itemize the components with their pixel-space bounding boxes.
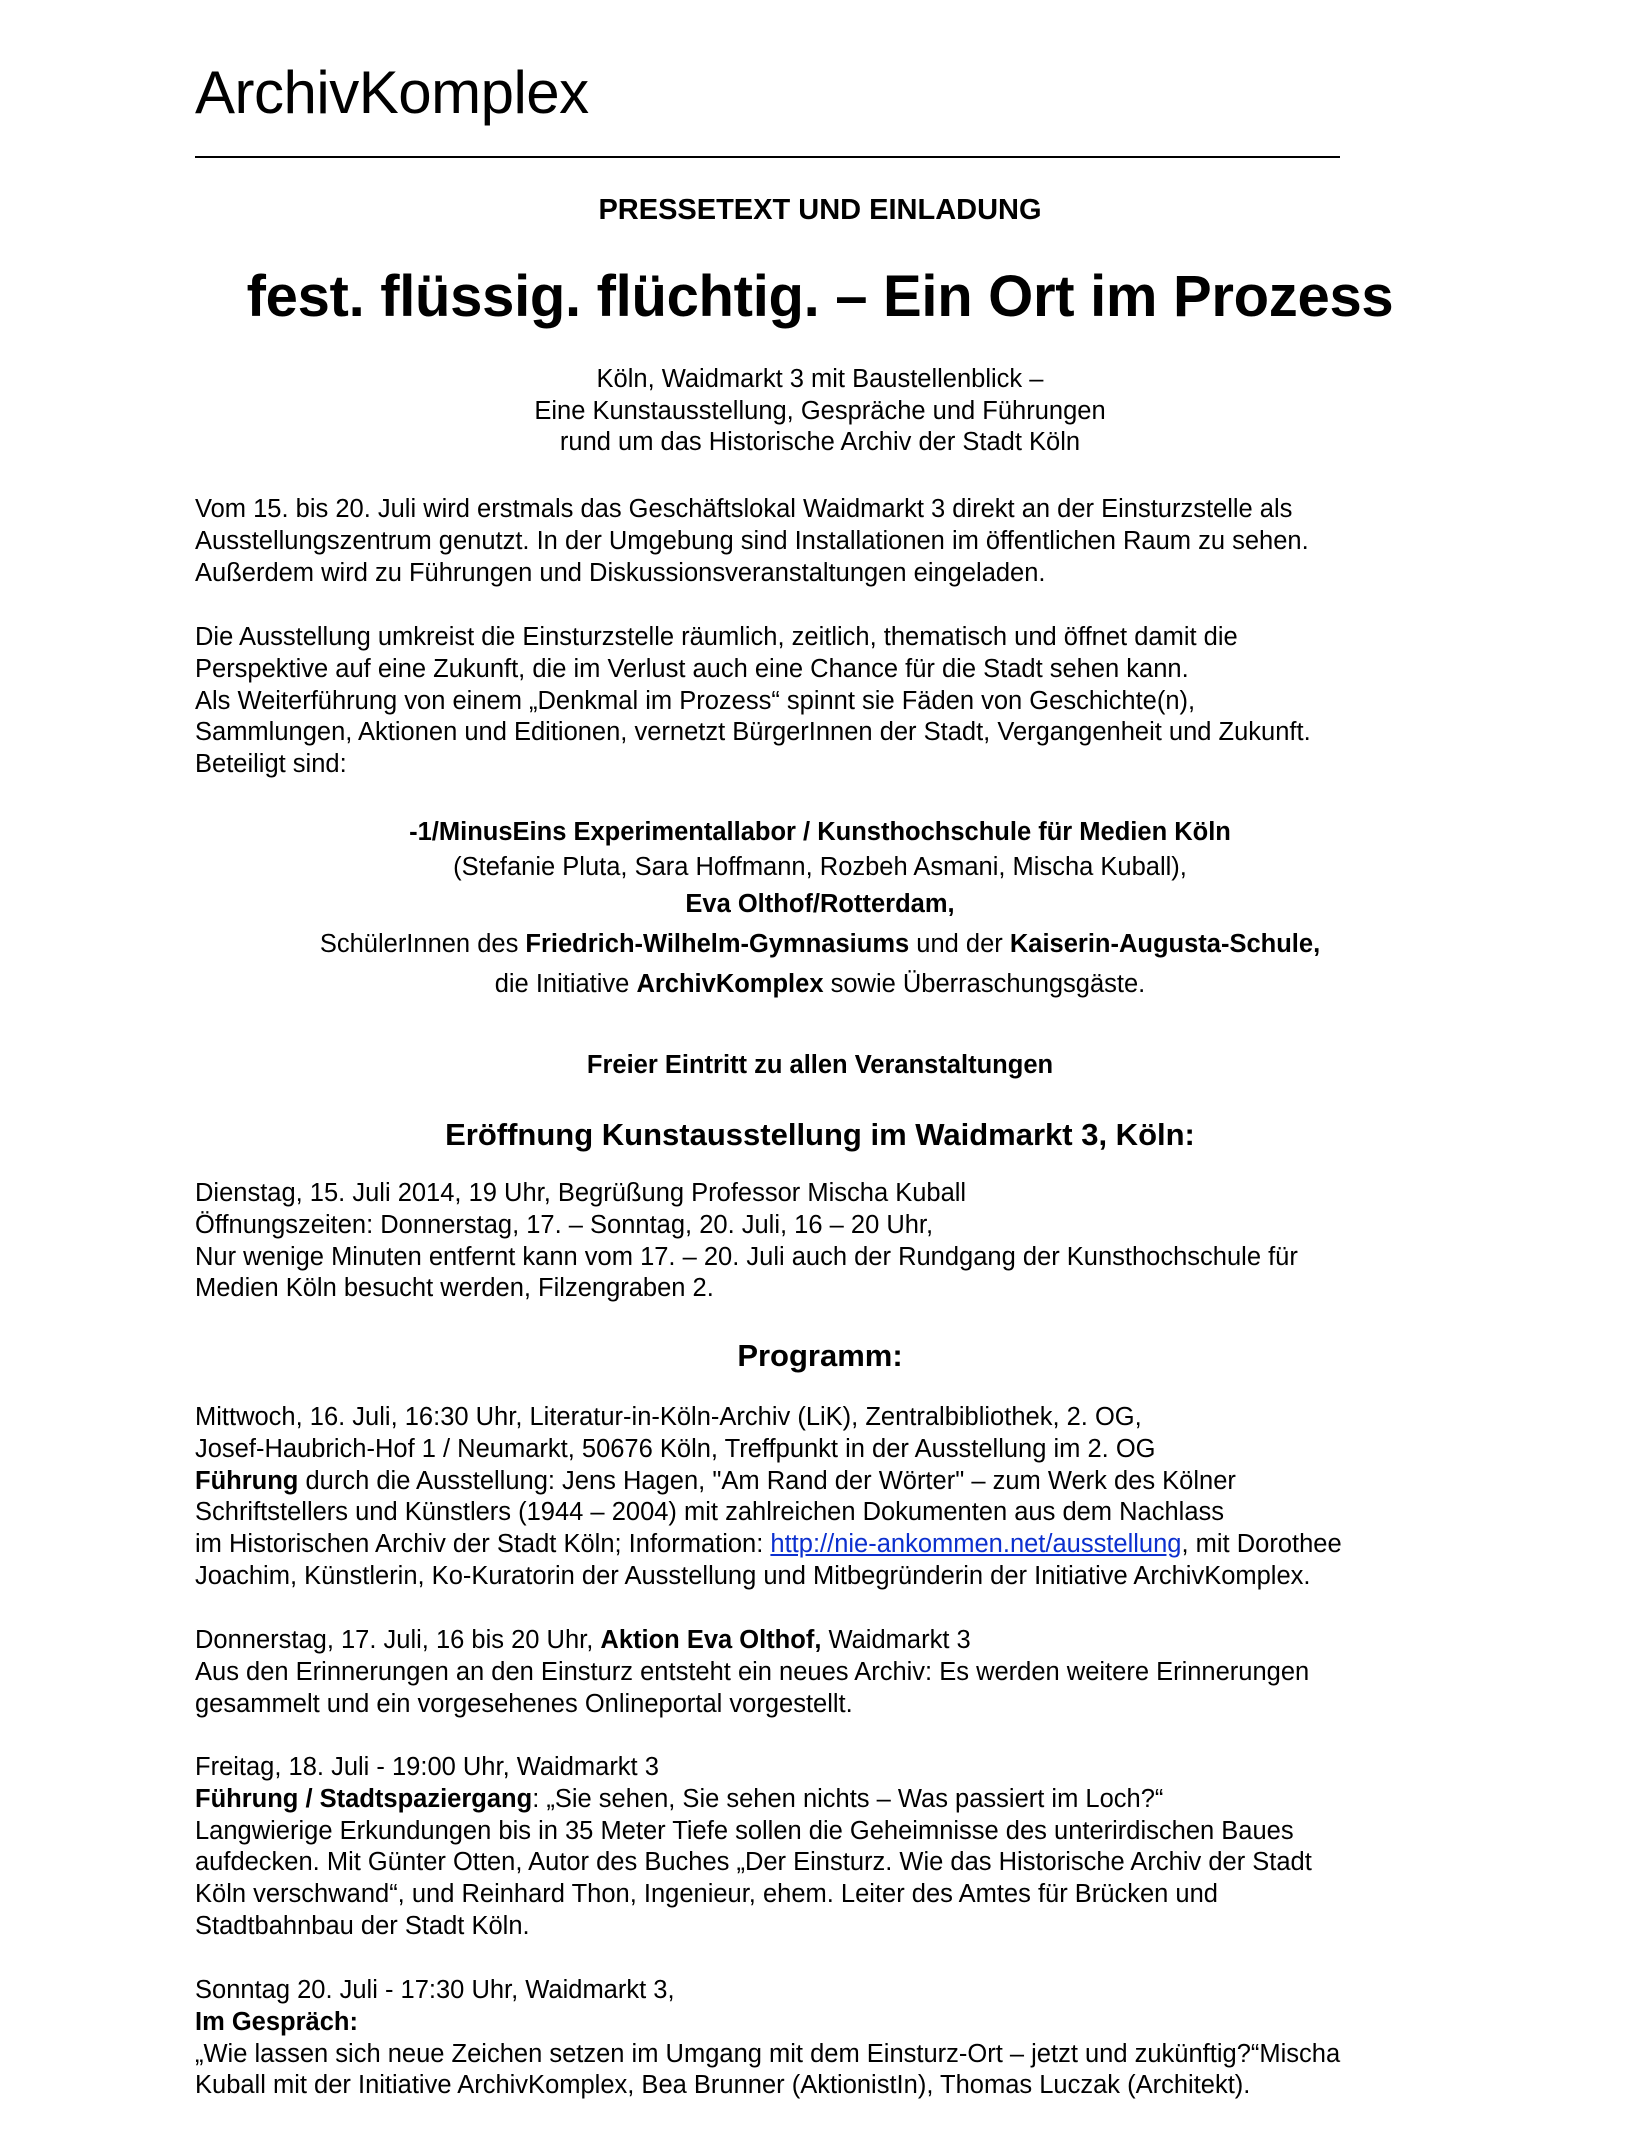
thu-date: Donnerstag, 17. Juli, 16 bis 20 Uhr, xyxy=(195,1626,601,1654)
opening-details xyxy=(195,1178,1455,1305)
participant-minuseins: -1/MinusEins Experimentallabor / Kunsthochschule für Medien Köln xyxy=(409,818,1231,846)
program-heading: Programm: xyxy=(737,1338,903,1373)
description-line: Perspektive auf eine Zukunft, die im Verlust auch eine Chance für die Stadt sehen kann. xyxy=(195,654,1189,683)
opening-line: Medien Köln besucht werden, Filzengraben 2. xyxy=(195,1274,714,1303)
page-title: fest. flüssig. flüchtig. – Ein Ort im Prozess xyxy=(246,264,1394,329)
intro-line: Außerdem wird zu Führungen und Diskussionsveranstaltungen eingeladen. xyxy=(195,558,1046,587)
opening-line: Öffnungszeiten: Donnerstag, 17. – Sonntag, 20. Juli, 16 – 20 Uhr, xyxy=(195,1210,934,1239)
schools-prefix: SchülerInnen des xyxy=(319,930,526,958)
wed-fuehrung-text: durch die Ausstellung: Jens Hagen, "Am Rand der Wörter" – zum Werk des Kölner xyxy=(298,1466,1236,1495)
fri-line: aufdecken. Mit Günter Otten, Autor des Buches „Der Einsturz. Wie das Historische Archiv der Stadt xyxy=(195,1848,1312,1877)
kicker-heading: PRESSETEXT UND EINLADUNG xyxy=(598,194,1042,226)
description-line: Beteiligt sind: xyxy=(195,750,347,779)
sun-line: „Wie lassen sich neue Zeichen setzen im Umgang mit dem Einsturz-Ort – jetzt und zukünftig?“Mischa xyxy=(195,2039,1341,2068)
thu-action: Aktion Eva Olthof, xyxy=(600,1626,822,1654)
intro-line: Ausstellungszentrum genutzt. In der Umgebung sind Installationen im öffentlichen Raum zu sehen. xyxy=(195,526,1309,555)
participant-names: (Stefanie Pluta, Sara Hoffmann, Rozbeh Asmani, Mischa Kuball), xyxy=(453,853,1187,881)
description-line: Die Ausstellung umkreist die Einsturzstelle räumlich, zeitlich, thematisch und öffnet damit die xyxy=(195,623,1238,651)
participant-initiative xyxy=(195,964,1445,1004)
fri-line xyxy=(195,1784,1455,1816)
thu-line: Aus den Erinnerungen an den Einsturz entsteht ein neues Archiv: Es werden weitere Erinnerungen xyxy=(195,1657,1310,1686)
fri-line: Freitag, 18. Juli - 19:00 Uhr, Waidmarkt 3 xyxy=(195,1753,659,1781)
wed-line: Schriftstellers und Künstlers (1944 – 2004) mit zahlreichen Dokumenten aus dem Nachlass xyxy=(195,1498,1225,1527)
opening-line: Dienstag, 15. Juli 2014, 19 Uhr, Begrüßung Professor Mischa Kuball xyxy=(195,1179,967,1207)
fri-line: Stadtbahnbau der Stadt Köln. xyxy=(195,1911,530,1940)
brand-heading: ArchivKomplex xyxy=(195,59,589,126)
participant-schools xyxy=(195,924,1445,964)
fri-tour-label: Führung / Stadtspaziergang xyxy=(195,1784,533,1813)
wed-info-suffix: , mit Dorothee xyxy=(1181,1530,1342,1559)
wed-line xyxy=(195,1466,1455,1498)
initiative-name: ArchivKomplex xyxy=(636,970,824,998)
participant-eva-olthof: Eva Olthof/Rotterdam, xyxy=(685,890,955,918)
fri-line: Langwierige Erkundungen bis in 35 Meter Tiefe sollen die Geheimnisse des unterirdischen Baues xyxy=(195,1816,1294,1845)
thu-line xyxy=(195,1625,1455,1657)
fri-tour-title: : „Sie sehen, Sie sehen nichts – Was passiert im Loch?“ xyxy=(532,1784,1164,1813)
opening-heading: Eröffnung Kunstausstellung im Waidmarkt 3, Köln: xyxy=(445,1117,1195,1152)
sun-line: Kuball mit der Initiative ArchivKomplex, Bea Brunner (AktionistIn), Thomas Luczak (Architekt). xyxy=(195,2071,1251,2100)
intro-paragraph xyxy=(195,494,1455,589)
thu-place: Waidmarkt 3 xyxy=(821,1626,971,1654)
header-divider xyxy=(195,156,1340,158)
intro-line: Vom 15. bis 20. Juli wird erstmals das Geschäftslokal Waidmarkt 3 direkt an der Einsturzstelle als xyxy=(195,495,1293,523)
sun-line: Sonntag 20. Juli - 17:30 Uhr, Waidmarkt 3, xyxy=(195,1976,675,2004)
wed-line: Mittwoch, 16. Juli, 16:30 Uhr, Literatur-in-Köln-Archiv (LiK), Zentralbibliothek, 2. OG, xyxy=(195,1403,1142,1431)
opening-line: Nur wenige Minuten entfernt kann vom 17. – 20. Juli auch der Rundgang der Kunsthochschule für xyxy=(195,1242,1298,1271)
initiative-suffix: sowie Überraschungsgäste. xyxy=(823,970,1146,998)
subtitle-line: Eine Kunstausstellung, Gespräche und Führungen xyxy=(534,396,1106,425)
wed-fuehrung-label: Führung xyxy=(195,1466,299,1495)
description-line: Als Weiterführung von einem „Denkmal im Prozess“ spinnt sie Fäden von Geschichte(n), xyxy=(195,686,1196,715)
schools-mid: und der xyxy=(909,930,1010,958)
initiative-prefix: die Initiative xyxy=(494,970,637,998)
wed-line: Josef-Haubrich-Hof 1 / Neumarkt, 50676 Köln, Treffpunkt in der Ausstellung im 2. OG xyxy=(195,1434,1156,1463)
wed-line: Joachim, Künstlerin, Ko-Kuratorin der Ausstellung und Mitbegründerin der Initiative ArchivKomplex. xyxy=(195,1561,1311,1590)
participants-list xyxy=(195,814,1445,1004)
description-paragraph xyxy=(195,622,1455,781)
subtitle-line: Köln, Waidmarkt 3 mit Baustellenblick – xyxy=(596,365,1044,393)
program-thursday xyxy=(195,1625,1455,1720)
exhibition-link[interactable]: http://nie-ankommen.net/ausstellung xyxy=(770,1530,1182,1559)
fri-line: Köln verschwand“, und Reinhard Thon, Ingenieur, ehem. Leiter des Amtes für Brücken und xyxy=(195,1880,1218,1909)
wed-line xyxy=(195,1529,1455,1561)
school-fwg: Friedrich-Wilhelm-Gymnasiums xyxy=(525,930,910,958)
sun-talk-label: Im Gespräch: xyxy=(195,2007,358,2036)
program-friday xyxy=(195,1752,1455,1943)
thu-line: gesammelt und ein vorgesehenes Onlineportal vorgestellt. xyxy=(195,1689,853,1718)
description-line: Sammlungen, Aktionen und Editionen, vernetzt BürgerInnen der Stadt, Vergangenheit und Zukunft. xyxy=(195,718,1311,747)
free-entry-note: Freier Eintritt zu allen Veranstaltungen xyxy=(586,1051,1054,1079)
program-wednesday xyxy=(195,1402,1455,1593)
school-kas: Kaiserin-Augusta-Schule, xyxy=(1009,930,1321,958)
program-sunday xyxy=(195,1975,1455,2102)
subtitle xyxy=(195,364,1445,459)
wed-info-prefix: im Historischen Archiv der Stadt Köln; Information: xyxy=(195,1530,771,1559)
subtitle-line: rund um das Historische Archiv der Stadt Köln xyxy=(559,428,1081,456)
